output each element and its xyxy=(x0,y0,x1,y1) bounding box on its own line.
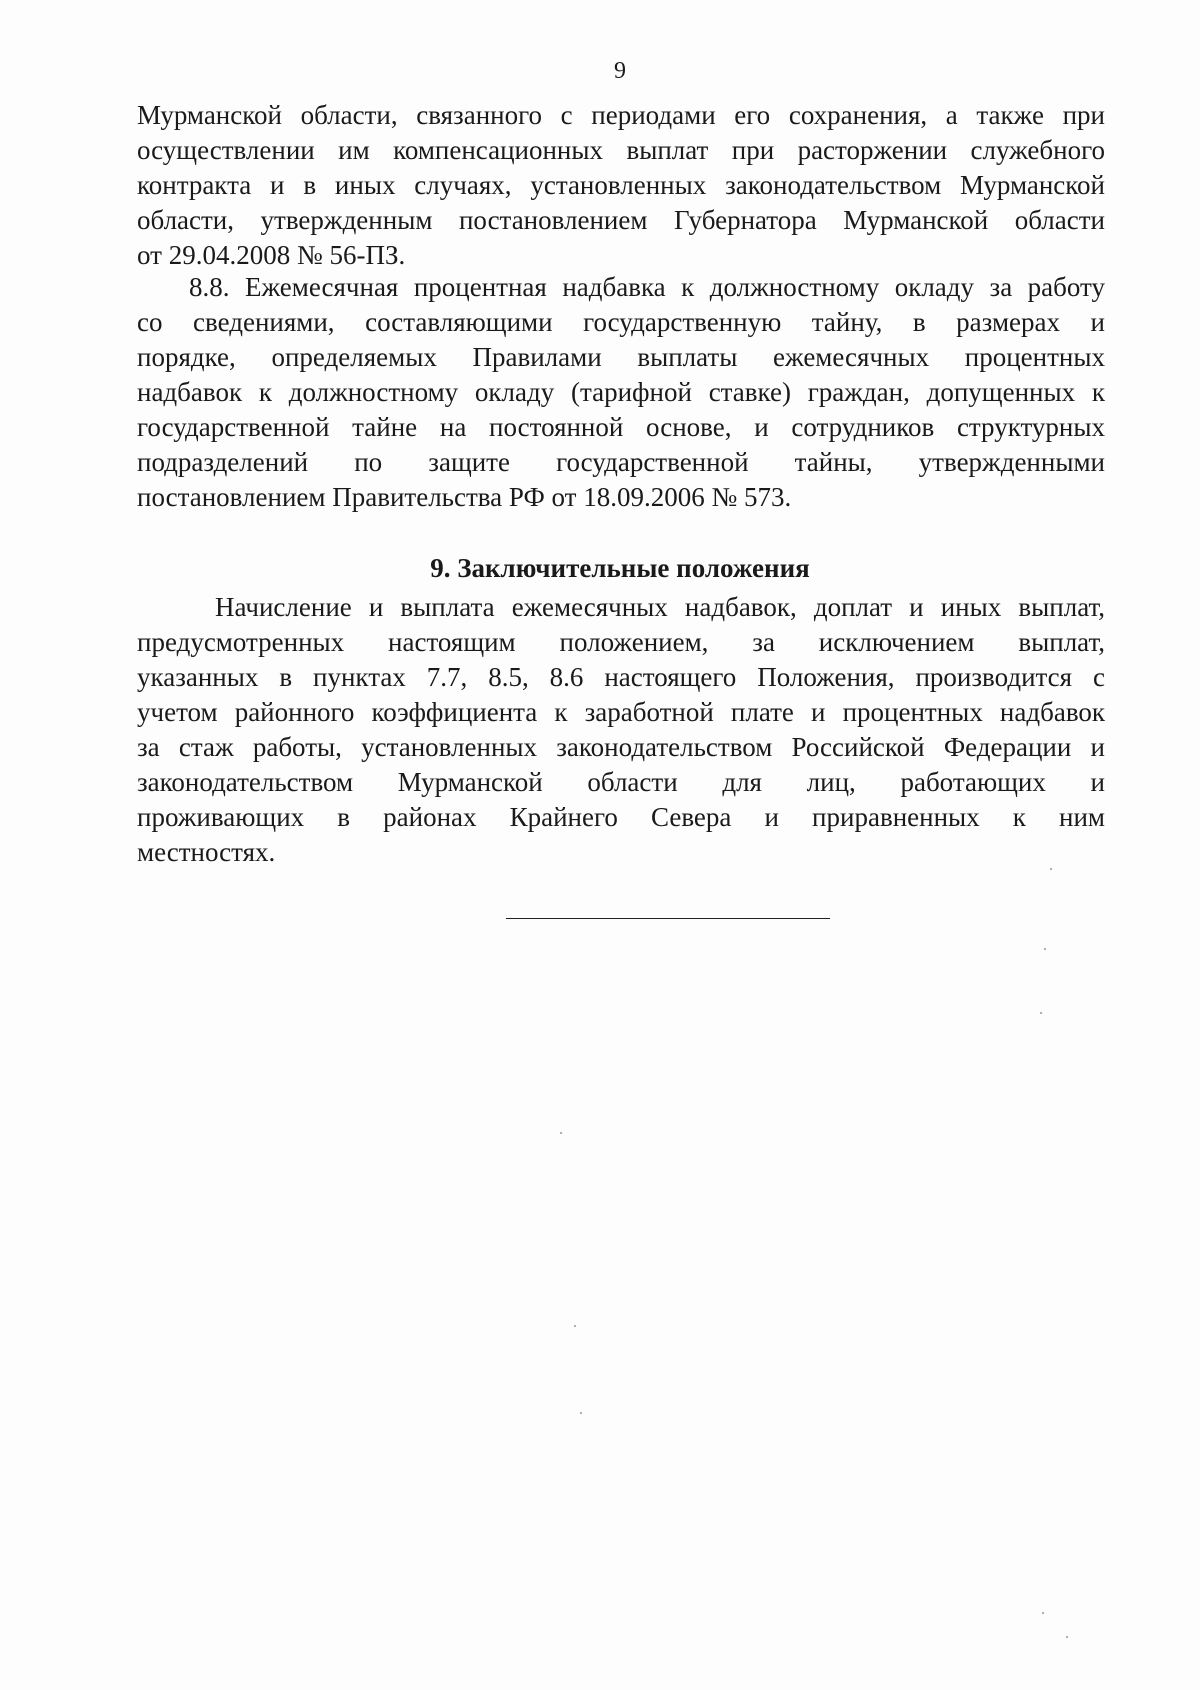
text-line: за стаж работы, установленных законодательством Российской Федерации и xyxy=(137,732,1105,762)
text-line: Начисление и выплата ежемесячных надбавок, доплат и иных выплат, xyxy=(215,592,1105,622)
paragraph-8-8 xyxy=(137,270,1105,515)
text-line: постановлением Правительства РФ от 18.09.2006 № 573. xyxy=(137,482,792,512)
text-line: государственной тайне на постоянной основе, и сотрудников структурных xyxy=(137,412,1105,442)
text-line: предусмотренных настоящим положением, за исключением выплат, xyxy=(137,627,1105,657)
text-line: учетом районного коэффициента к заработной плате и процентных надбавок xyxy=(137,697,1105,727)
text-line: законодательством Мурманской области для лиц, работающих и xyxy=(137,767,1105,797)
paragraph-continuation xyxy=(137,98,1105,273)
text-line: со сведениями, составляющими государственную тайну, в размерах и xyxy=(137,307,1105,337)
scan-speck xyxy=(1050,868,1052,870)
text-line: порядке, определяемых Правилами выплаты ежемесячных процентных xyxy=(137,342,1105,372)
text-line: контракта и в иных случаях, установленных законодательством Мурманской xyxy=(137,170,1105,200)
text-line: указанных в пунктах 7.7, 8.5, 8.6 настоящего Положения, производится с xyxy=(137,662,1105,692)
paragraph-final-provisions xyxy=(137,590,1105,870)
scan-speck xyxy=(1042,1612,1044,1614)
page-number: 9 xyxy=(614,58,626,84)
scan-speck xyxy=(580,1412,582,1414)
text-line: местностях. xyxy=(137,837,276,867)
text-line: проживающих в районах Крайнего Севера и приравненных к ним xyxy=(137,802,1105,832)
scan-speck xyxy=(1040,1012,1042,1014)
text-line: Мурманской области, связанного с периодами его сохранения, а также при xyxy=(137,100,1105,130)
scan-speck xyxy=(1044,948,1046,950)
text-line: надбавок к должностному окладу (тарифной ставке) граждан, допущенных к xyxy=(137,377,1105,407)
text-line: от 29.04.2008 № 56-ПЗ. xyxy=(137,240,406,270)
section-heading: 9. Заключительные положения xyxy=(430,553,810,583)
scan-speck xyxy=(574,1325,576,1327)
scan-speck xyxy=(560,1132,562,1134)
text-line: области, утвержденным постановлением Губернатора Мурманской области xyxy=(137,205,1105,235)
scan-speck xyxy=(1066,1636,1068,1638)
text-line: 8.8. Ежемесячная процентная надбавка к должностному окладу за работу xyxy=(189,272,1105,302)
text-line: осуществлении им компенсационных выплат при расторжении служебного xyxy=(137,135,1105,165)
text-line: подразделений по защите государственной тайны, утвержденными xyxy=(137,447,1105,477)
closing-separator-line xyxy=(506,918,830,919)
